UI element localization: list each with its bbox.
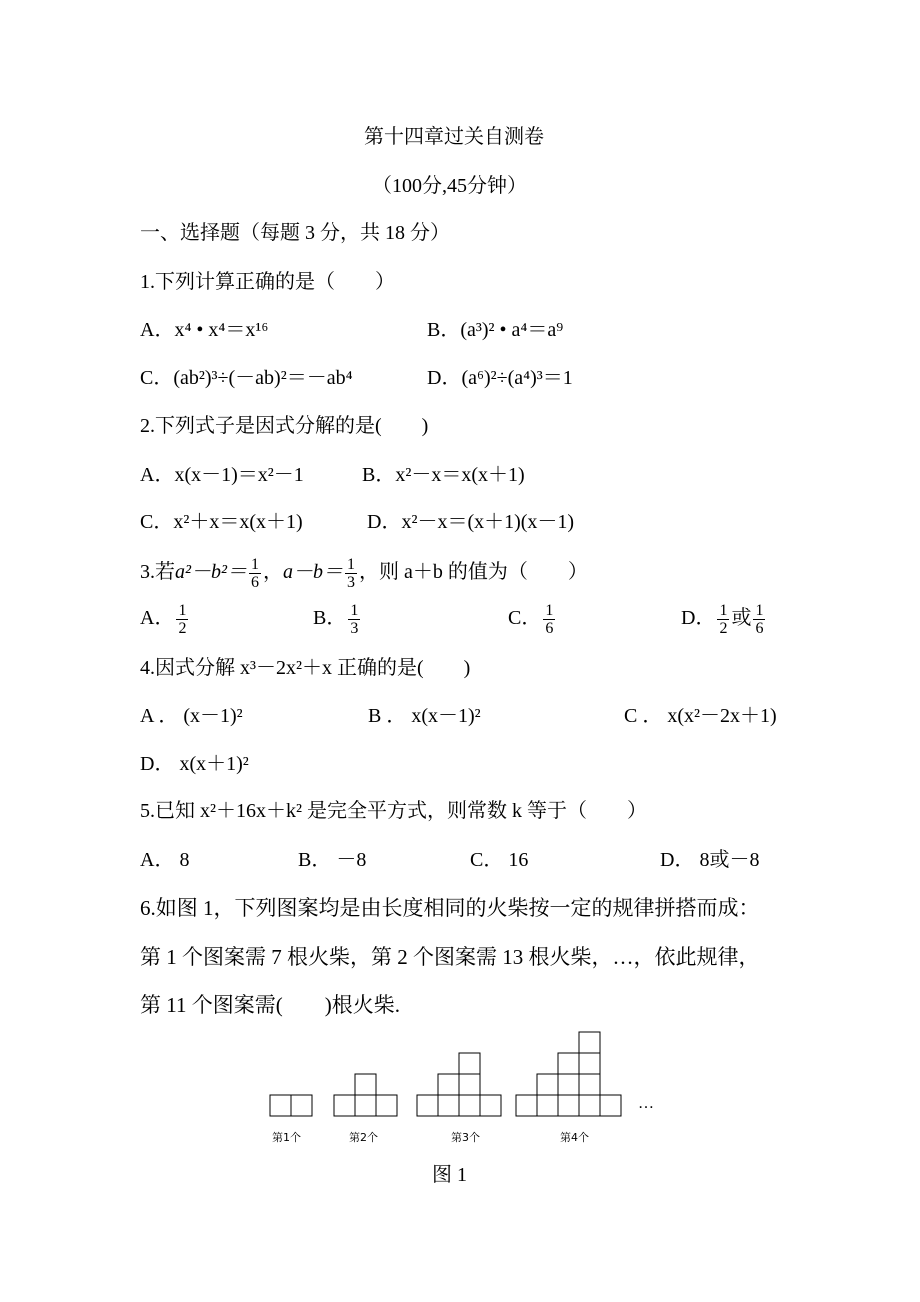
q1-option-c: C．(ab²)³÷(－ab)²＝－ab⁴ [140, 367, 353, 389]
q1-stem: 1.下列计算正确的是（ ） [140, 271, 395, 293]
q3-cond2: a－b＝ [283, 561, 343, 583]
page-title: 第十四章过关自测卷 [364, 126, 544, 148]
pattern-3 [417, 1053, 501, 1116]
pattern-4 [516, 1032, 621, 1116]
figure-label-4: 第4个 [560, 1131, 589, 1144]
q6-line-1: 6.如图 1，下列图案均是由长度相同的火柴按一定的规律拼搭而成： [140, 896, 760, 920]
figure-label-1: 第1个 [272, 1131, 301, 1144]
q5-option-c: C． 16 [470, 849, 529, 871]
q3-sep: ， [263, 561, 283, 583]
q6-line-2: 第 1 个图案需 7 根火柴，第 2 个图案需 13 根火柴，…，依此规律， [140, 945, 760, 969]
pattern-1 [270, 1095, 312, 1116]
q4-stem: 4.因式分解 x³－2x²＋x 正确的是( ) [140, 657, 471, 679]
figure-label-2: 第2个 [349, 1131, 378, 1144]
q2-option-c: C．x²＋x＝x(x＋1) [140, 511, 303, 533]
q2-option-a: A．x(x－1)＝x²－1 [140, 464, 304, 486]
q3-option-a: A． $\frac{1}{2}$ [140, 601, 187, 637]
q4-option-c: C ． x(x²－2x＋1) [624, 705, 777, 727]
q2-option-d: D．x²－x＝(x＋1)(x－1) [367, 511, 575, 533]
q4-option-a: A ． (x－1)² [140, 705, 243, 727]
section-heading: 一、选择题（每题 3 分，共 18 分） [140, 222, 450, 244]
q3-stem-pre: 3.若 [140, 561, 175, 583]
q3-option-d: D． $\frac{1}{2}$ 或 $\frac{1}{6}$ [681, 601, 764, 637]
q5-option-a: A． 8 [140, 849, 190, 871]
figure-label-3: 第3个 [451, 1131, 480, 1144]
pattern-2 [334, 1074, 397, 1116]
q3-stem [140, 552, 588, 592]
q2-stem: 2.下列式子是因式分解的是( ) [140, 415, 429, 437]
q4-option-b: B ． x(x－1)² [368, 705, 481, 727]
q5-option-b: B． －8 [298, 849, 367, 871]
figure-caption: 图 1 [432, 1164, 467, 1186]
q1-option-b: B．(a³)² • a⁴＝a⁹ [427, 319, 564, 341]
page-subtitle: （100分,45分钟） [372, 175, 527, 197]
figure-ellipsis: … [638, 1095, 654, 1112]
q6-line-3: 第 11 个图案需( )根火柴. [140, 993, 400, 1017]
q1-option-d: D．(a⁶)²÷(a⁴)³＝1 [427, 367, 573, 389]
q3-frac2: $\frac{1}{3}$ [347, 555, 355, 591]
q2-option-b: B．x²－x＝x(x＋1) [362, 464, 525, 486]
q3-frac1: $\frac{1}{6}$ [251, 555, 259, 591]
q3-cond1: a²－b²＝ [175, 561, 247, 583]
q5-option-d: D． 8或－8 [660, 849, 760, 871]
q3-stem-post: ，则 a＋b 的值为（ ） [359, 561, 588, 583]
q3-option-c: C． $\frac{1}{6}$ [508, 601, 554, 637]
q5-stem: 5.已知 x²＋16x＋k² 是完全平方式，则常数 k 等于（ ） [140, 800, 647, 822]
q1-option-a: A．x⁴ • x⁴＝x¹⁶ [140, 319, 269, 341]
q4-option-d: D． x(x＋1)² [140, 753, 249, 775]
q3-option-b: B． $\frac{1}{3}$ [313, 601, 359, 637]
